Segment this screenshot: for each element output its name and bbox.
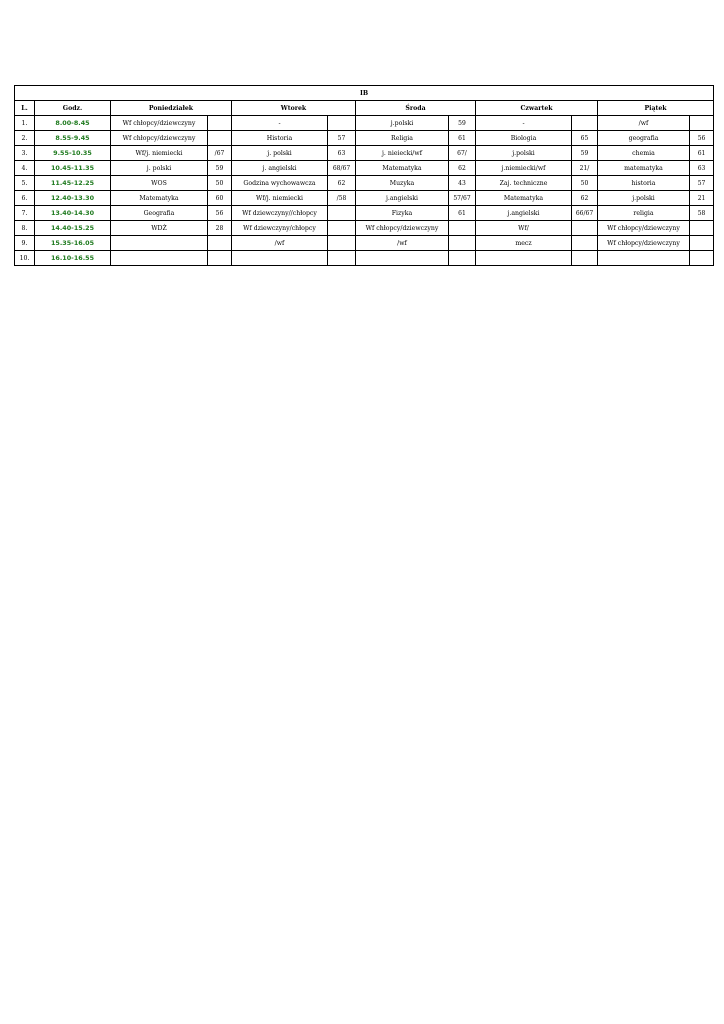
lesson-time: 8.55-9.45 [35,131,111,146]
subject-cell: Matematyka [111,191,208,206]
subject-cell: historia [598,176,690,191]
lesson-number: 7. [15,206,35,221]
room-cell: 63 [328,146,356,161]
room-cell: /67 [208,146,232,161]
room-cell [572,251,598,266]
header-row [15,101,714,116]
room-cell: 59 [572,146,598,161]
subject-cell: /wf [598,116,690,131]
subject-cell: j. nieiecki/wf [356,146,449,161]
room-cell [690,116,714,131]
room-cell [572,221,598,236]
subject-cell: matematyka [598,161,690,176]
header-day-tuesday: Wtorek [232,101,356,116]
lesson-time: 10.45-11.35 [35,161,111,176]
room-cell [572,236,598,251]
subject-cell: j.polski [356,116,449,131]
subject-cell: Geografia [111,206,208,221]
lesson-number: 10. [15,251,35,266]
subject-cell: chemia [598,146,690,161]
room-cell: 21/ [572,161,598,176]
subject-cell: /wf [356,236,449,251]
lesson-time: 15.35-16.05 [35,236,111,251]
subject-cell: Wf dziewczyny/chłopcy [232,221,328,236]
room-cell [328,206,356,221]
subject-cell [232,251,328,266]
room-cell: 50 [572,176,598,191]
subject-cell [356,251,449,266]
subject-cell: Zaj. techniczne [476,176,572,191]
subject-cell: Wf chłopcy/dziewczyny [111,131,208,146]
room-cell: 58 [690,206,714,221]
room-cell: 61 [449,131,476,146]
header-day-friday: Piątek [598,101,714,116]
lesson-time: 14.40-15.25 [35,221,111,236]
lesson-time: 13.40-14.30 [35,206,111,221]
subject-cell: Wf/ [476,221,572,236]
room-cell: 56 [690,131,714,146]
lesson-number: 1. [15,116,35,131]
room-cell: 21 [690,191,714,206]
room-cell: 57 [690,176,714,191]
lesson-number: 8. [15,221,35,236]
room-cell: 57/67 [449,191,476,206]
subject-cell: j. polski [232,146,328,161]
subject-cell [111,251,208,266]
subject-cell: j.polski [476,146,572,161]
table-row [15,161,714,176]
subject-cell: - [232,116,328,131]
room-cell: /58 [328,191,356,206]
timetable-sheet [14,85,713,266]
room-cell [449,251,476,266]
lesson-number: 5. [15,176,35,191]
class-title: IB [15,86,714,101]
subject-cell: Wf chłopcy/dziewczyny [598,236,690,251]
subject-cell: j. polski [111,161,208,176]
room-cell: 59 [449,116,476,131]
subject-cell: /wf [232,236,328,251]
subject-cell: religia [598,206,690,221]
lesson-number: 6. [15,191,35,206]
subject-cell: Wf/j. niemiecki [111,146,208,161]
header-day-monday: Poniedziałek [111,101,232,116]
table-row [15,131,714,146]
room-cell: 62 [449,161,476,176]
subject-cell: Fizyka [356,206,449,221]
lesson-number: 3. [15,146,35,161]
room-cell [208,251,232,266]
room-cell: 60 [208,191,232,206]
room-cell [328,236,356,251]
room-cell: 62 [572,191,598,206]
room-cell [690,236,714,251]
table-row [15,251,714,266]
subject-cell: Biologia [476,131,572,146]
table-row [15,191,714,206]
table-row [15,116,714,131]
subject-cell: Matematyka [356,161,449,176]
subject-cell: geografia [598,131,690,146]
lesson-time: 9.55-10.35 [35,146,111,161]
lesson-time: 11.45-12.25 [35,176,111,191]
subject-cell: Wf chłopcy/dziewczyny [356,221,449,236]
table-row [15,206,714,221]
subject-cell: mecz [476,236,572,251]
header-day-wednesday: Środa [356,101,476,116]
timetable-body [15,116,714,266]
room-cell: 59 [208,161,232,176]
subject-cell: WDŻ [111,221,208,236]
room-cell [328,251,356,266]
subject-cell [598,251,690,266]
room-cell: 63 [690,161,714,176]
timetable [14,85,714,266]
room-cell [328,221,356,236]
room-cell: 57 [328,131,356,146]
room-cell: 43 [449,176,476,191]
room-cell: 56 [208,206,232,221]
table-row [15,176,714,191]
subject-cell: Historia [232,131,328,146]
room-cell [208,236,232,251]
subject-cell: j. angielski [232,161,328,176]
header-lp: L. [15,101,35,116]
subject-cell: Religia [356,131,449,146]
subject-cell [476,251,572,266]
room-cell [208,131,232,146]
room-cell [328,116,356,131]
room-cell [690,221,714,236]
subject-cell: j.angielski [356,191,449,206]
room-cell: 50 [208,176,232,191]
subject-cell: Matematyka [476,191,572,206]
table-row [15,221,714,236]
lesson-number: 9. [15,236,35,251]
room-cell: 67/ [449,146,476,161]
room-cell: 61 [690,146,714,161]
room-cell [449,221,476,236]
room-cell [208,116,232,131]
subject-cell: Wf dziewczyny//chłopcy [232,206,328,221]
header-day-thursday: Czwartek [476,101,598,116]
room-cell: 62 [328,176,356,191]
lesson-number: 4. [15,161,35,176]
room-cell: 68/67 [328,161,356,176]
subject-cell: Godzina wychowawcza [232,176,328,191]
table-row [15,236,714,251]
subject-cell [111,236,208,251]
room-cell: 66/67 [572,206,598,221]
subject-cell: j.polski [598,191,690,206]
table-row [15,146,714,161]
subject-cell: Wf/j. niemiecki [232,191,328,206]
subject-cell: Wf chłopcy/dziewczyny [111,116,208,131]
room-cell: 61 [449,206,476,221]
subject-cell: j.angielski [476,206,572,221]
subject-cell: j.niemiecki/wf [476,161,572,176]
room-cell [449,236,476,251]
room-cell [572,116,598,131]
room-cell [690,251,714,266]
lesson-time: 8.00-8.45 [35,116,111,131]
room-cell: 28 [208,221,232,236]
subject-cell: - [476,116,572,131]
lesson-number: 2. [15,131,35,146]
lesson-time: 12.40-13.30 [35,191,111,206]
header-time: Godz. [35,101,111,116]
subject-cell: WOS [111,176,208,191]
subject-cell: Muzyka [356,176,449,191]
room-cell: 65 [572,131,598,146]
subject-cell: Wf chłopcy/dziewczyny [598,221,690,236]
lesson-time: 16.10-16.55 [35,251,111,266]
